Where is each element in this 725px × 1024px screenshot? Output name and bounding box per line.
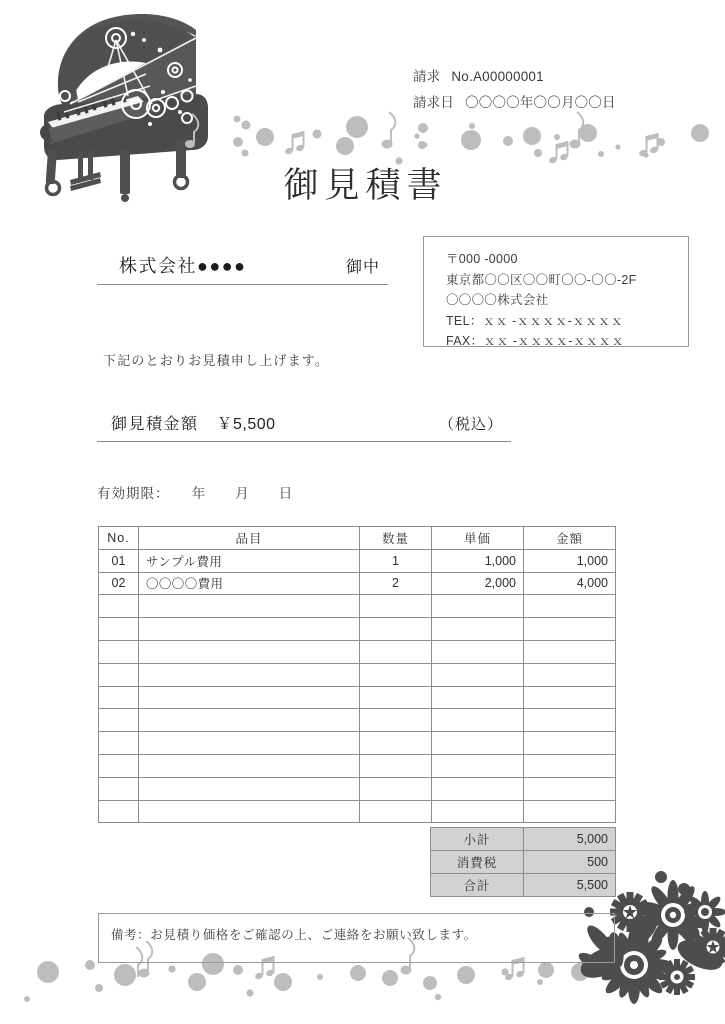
cell-amount (524, 800, 616, 823)
cell-no (99, 686, 139, 709)
cell-amount (524, 732, 616, 755)
music-note-icon (612, 944, 633, 968)
totals-table (430, 827, 616, 897)
invoice-number-row (413, 64, 673, 90)
client-honorific: 御中 (345, 259, 380, 276)
cell-item (139, 777, 360, 800)
table-row-empty (99, 709, 616, 732)
top-decorative-dots-and-notes (185, 112, 709, 165)
cell-no: 02 (99, 572, 139, 595)
cell-qty (360, 754, 432, 777)
cell-qty: 2 (360, 572, 432, 595)
items-table (98, 526, 616, 823)
totals-table-body (431, 828, 616, 897)
cell-price (432, 595, 524, 618)
cell-price (432, 777, 524, 800)
cell-price: 1,000 (432, 549, 524, 572)
cell-item (139, 595, 360, 618)
totals-label: 合計 (431, 874, 524, 897)
document-title: 御見積書 (283, 166, 448, 205)
column-header-no: No. (99, 527, 139, 550)
totals-value: 5,500 (524, 874, 616, 897)
cell-no (99, 777, 139, 800)
cell-item (139, 686, 360, 709)
totals-row (431, 874, 616, 897)
cell-price (432, 640, 524, 663)
cell-qty (360, 595, 432, 618)
table-row-empty (99, 595, 616, 618)
music-note-icon (548, 141, 569, 164)
cell-no (99, 595, 139, 618)
cell-item (139, 709, 360, 732)
invoice-date-label: 請求日 (413, 95, 455, 110)
table-row-empty (99, 686, 616, 709)
client-block (97, 252, 388, 285)
cell-qty (360, 686, 432, 709)
totals-row (431, 828, 616, 851)
invoice-date-value: 〇〇〇〇年〇〇月〇〇日 (465, 95, 616, 110)
music-note-icon (638, 133, 659, 157)
music-note-icon (570, 112, 584, 149)
items-table-head (99, 527, 616, 550)
cell-amount (524, 618, 616, 641)
items-table-header-row (99, 527, 616, 550)
cell-amount (524, 709, 616, 732)
table-row (99, 549, 616, 572)
column-header-price: 単価 (432, 527, 524, 550)
validity-period: 有効期限： 年 月 日 (97, 486, 294, 501)
items-table-body (99, 549, 616, 823)
cell-amount (524, 686, 616, 709)
remarks-text: 備考：お見積り価格をご確認の上、ご連絡をお願い致します。 (111, 928, 477, 942)
cell-item (139, 663, 360, 686)
cell-item (139, 754, 360, 777)
cell-no (99, 732, 139, 755)
cell-item (139, 732, 360, 755)
cell-qty (360, 640, 432, 663)
totals-label: 消費税 (431, 851, 524, 874)
cell-item (139, 618, 360, 641)
column-header-qty: 数量 (360, 527, 432, 550)
cell-amount (524, 754, 616, 777)
cell-qty (360, 800, 432, 823)
cell-no (99, 663, 139, 686)
table-row-empty (99, 800, 616, 823)
cell-price (432, 709, 524, 732)
totals-row (431, 851, 616, 874)
totals-value: 500 (524, 851, 616, 874)
table-row-empty (99, 754, 616, 777)
music-note-icon (185, 114, 198, 148)
totals-label: 小計 (431, 828, 524, 851)
issuer-address: 東京都〇〇区〇〇町〇〇-〇〇-2F (446, 272, 637, 287)
cell-price (432, 618, 524, 641)
table-row-empty (99, 640, 616, 663)
totals-value: 5,000 (524, 828, 616, 851)
remarks-box (98, 913, 615, 963)
table-row-empty (99, 732, 616, 755)
header-meta-block (413, 64, 673, 116)
cell-item (139, 640, 360, 663)
cell-qty (360, 777, 432, 800)
column-header-item: 品目 (139, 527, 360, 550)
cell-price (432, 686, 524, 709)
music-note-icon (284, 131, 305, 155)
cell-price (432, 800, 524, 823)
cell-no (99, 640, 139, 663)
music-note-icon (382, 112, 396, 149)
cell-item: 〇〇〇〇費用 (139, 572, 360, 595)
cell-amount (524, 663, 616, 686)
cell-price (432, 732, 524, 755)
estimate-amount-block (97, 411, 511, 442)
cell-price (432, 754, 524, 777)
invoice-number-label: 請求 (413, 69, 441, 84)
issuer-fax: FAX：ｘｘ -ｘｘｘｘ-ｘｘｘｘ (446, 334, 625, 348)
cell-qty (360, 663, 432, 686)
estimate-amount-tax-note: （税込） (438, 416, 503, 433)
issuer-info-box (423, 236, 689, 347)
table-row-empty (99, 618, 616, 641)
cell-amount: 4,000 (524, 572, 616, 595)
cell-no (99, 754, 139, 777)
invoice-number-value: No.A00000001 (451, 69, 544, 84)
cell-amount: 1,000 (524, 549, 616, 572)
estimate-amount-label: 御見積金額 (111, 416, 199, 433)
cell-amount (524, 595, 616, 618)
cell-amount (524, 640, 616, 663)
issuer-tel: TEL：ｘｘ -ｘｘｘｘ-ｘｘｘｘ (446, 313, 624, 328)
invoice-date-row (413, 90, 673, 116)
cell-qty (360, 732, 432, 755)
cell-amount (524, 777, 616, 800)
cell-item: サンプル費用 (139, 549, 360, 572)
table-row (99, 572, 616, 595)
cell-no: 01 (99, 549, 139, 572)
estimate-amount-value: ￥5,500 (216, 416, 276, 433)
cell-qty (360, 709, 432, 732)
issuer-company-name: 〇〇〇〇株式会社 (446, 293, 549, 307)
issuer-postal-code: 〒000 -0000 (446, 252, 518, 266)
cell-no (99, 800, 139, 823)
cell-item (139, 800, 360, 823)
cell-no (99, 709, 139, 732)
cell-price (432, 663, 524, 686)
client-name: 株式会社●●●● (119, 256, 247, 276)
cell-price: 2,000 (432, 572, 524, 595)
cell-qty: 1 (360, 549, 432, 572)
intro-text: 下記のとおりお見積申し上げます。 (103, 353, 330, 368)
table-row-empty (99, 663, 616, 686)
column-header-amount: 金額 (524, 527, 616, 550)
table-row-empty (99, 777, 616, 800)
cell-qty (360, 618, 432, 641)
cell-no (99, 618, 139, 641)
